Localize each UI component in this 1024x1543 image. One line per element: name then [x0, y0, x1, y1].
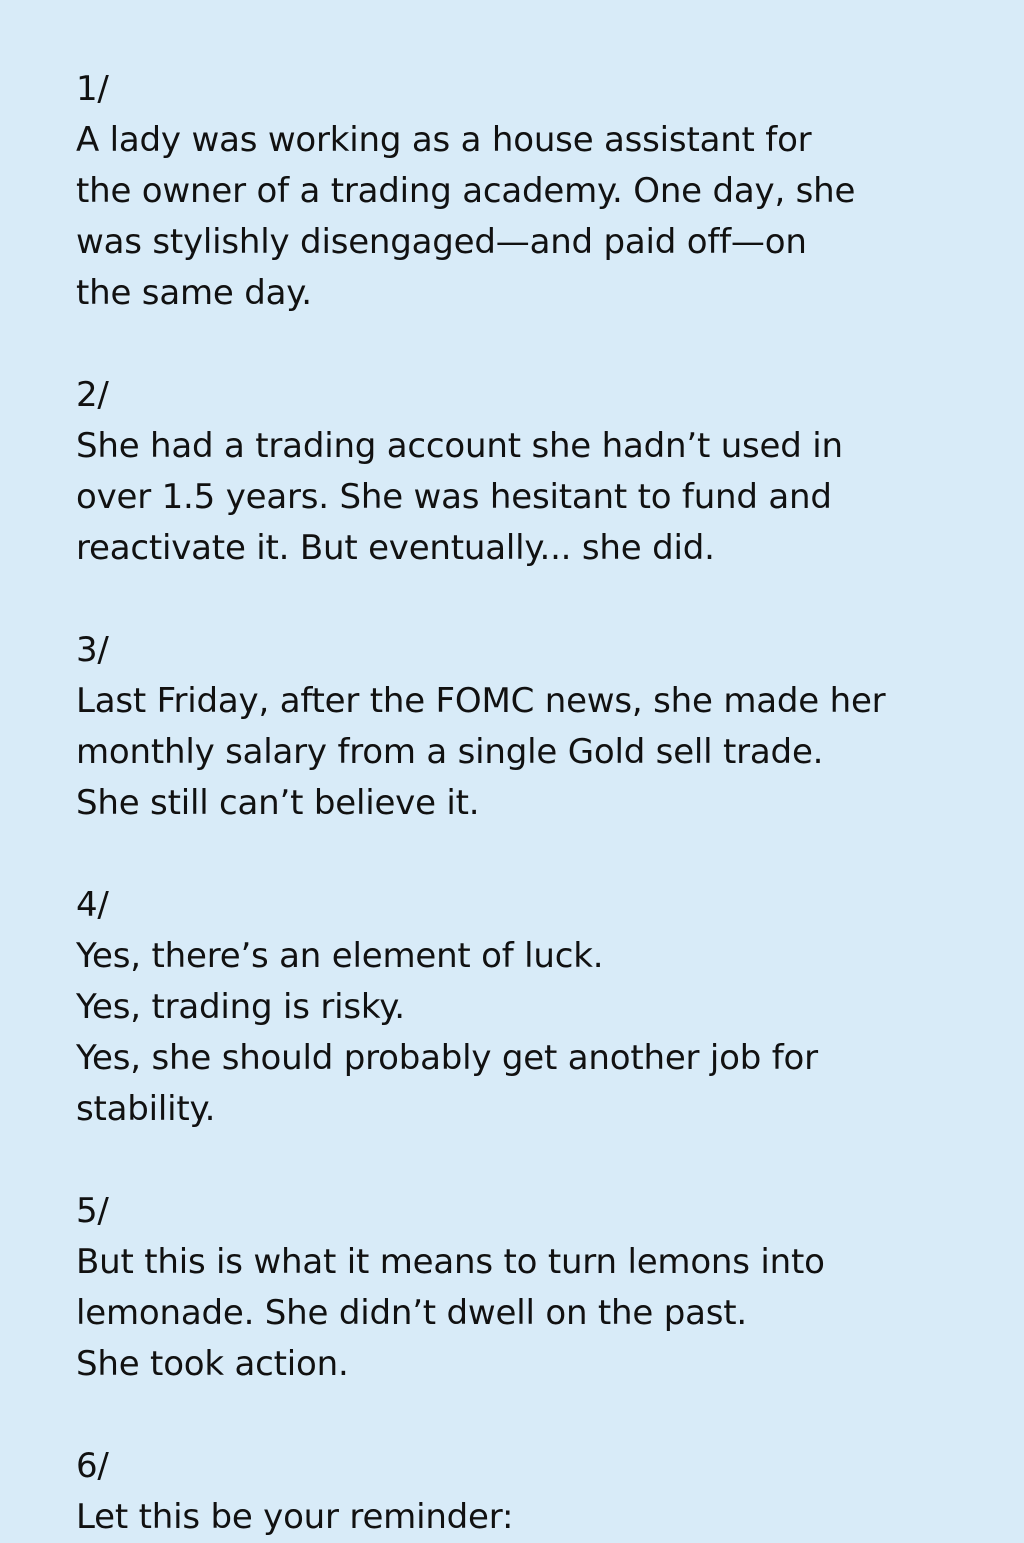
- post-number: 5/: [76, 1191, 109, 1231]
- post-number: 2/: [76, 375, 109, 415]
- post-text-line: the same day.: [76, 273, 312, 313]
- post-text-line: Let this be your reminder:: [76, 1497, 514, 1537]
- post-number: 1/: [76, 69, 109, 109]
- post-text-line: lemonade. She didn’t dwell on the past.: [76, 1293, 747, 1333]
- post-text-line: Yes, trading is risky.: [76, 987, 405, 1027]
- post-text-line: Yes, she should probably get another job for: [76, 1038, 818, 1078]
- thread-post-4: [76, 880, 976, 1135]
- post-number: 4/: [76, 885, 109, 925]
- thread-post-1: [76, 64, 976, 319]
- post-text-line: She took action.: [76, 1344, 349, 1384]
- post-text-line: She still can’t believe it.: [76, 783, 480, 823]
- post-text-line: Last Friday, after the FOMC news, she made her: [76, 681, 886, 721]
- thread-post-2: [76, 370, 976, 574]
- post-text-line: over 1.5 years. She was hesitant to fund and: [76, 477, 832, 517]
- post-text-line: stability.: [76, 1089, 216, 1129]
- thread-content: [76, 64, 976, 1543]
- thread-post-6: [76, 1441, 976, 1543]
- post-text-line: reactivate it. But eventually... she did.: [76, 528, 715, 568]
- post-number: 6/: [76, 1446, 109, 1486]
- thread-post-3: [76, 625, 976, 829]
- post-text-line: the owner of a trading academy. One day, she: [76, 171, 856, 211]
- post-text-line: was stylishly disengaged—and paid off—on: [76, 222, 807, 262]
- post-text-line: She had a trading account she hadn’t used in: [76, 426, 843, 466]
- post-text-line: But this is what it means to turn lemons into: [76, 1242, 825, 1282]
- thread-post-5: [76, 1186, 976, 1390]
- post-text-line: A lady was working as a house assistant for: [76, 120, 812, 160]
- post-text-line: monthly salary from a single Gold sell trade.: [76, 732, 824, 772]
- post-number: 3/: [76, 630, 109, 670]
- post-text-line: Yes, there’s an element of luck.: [76, 936, 604, 976]
